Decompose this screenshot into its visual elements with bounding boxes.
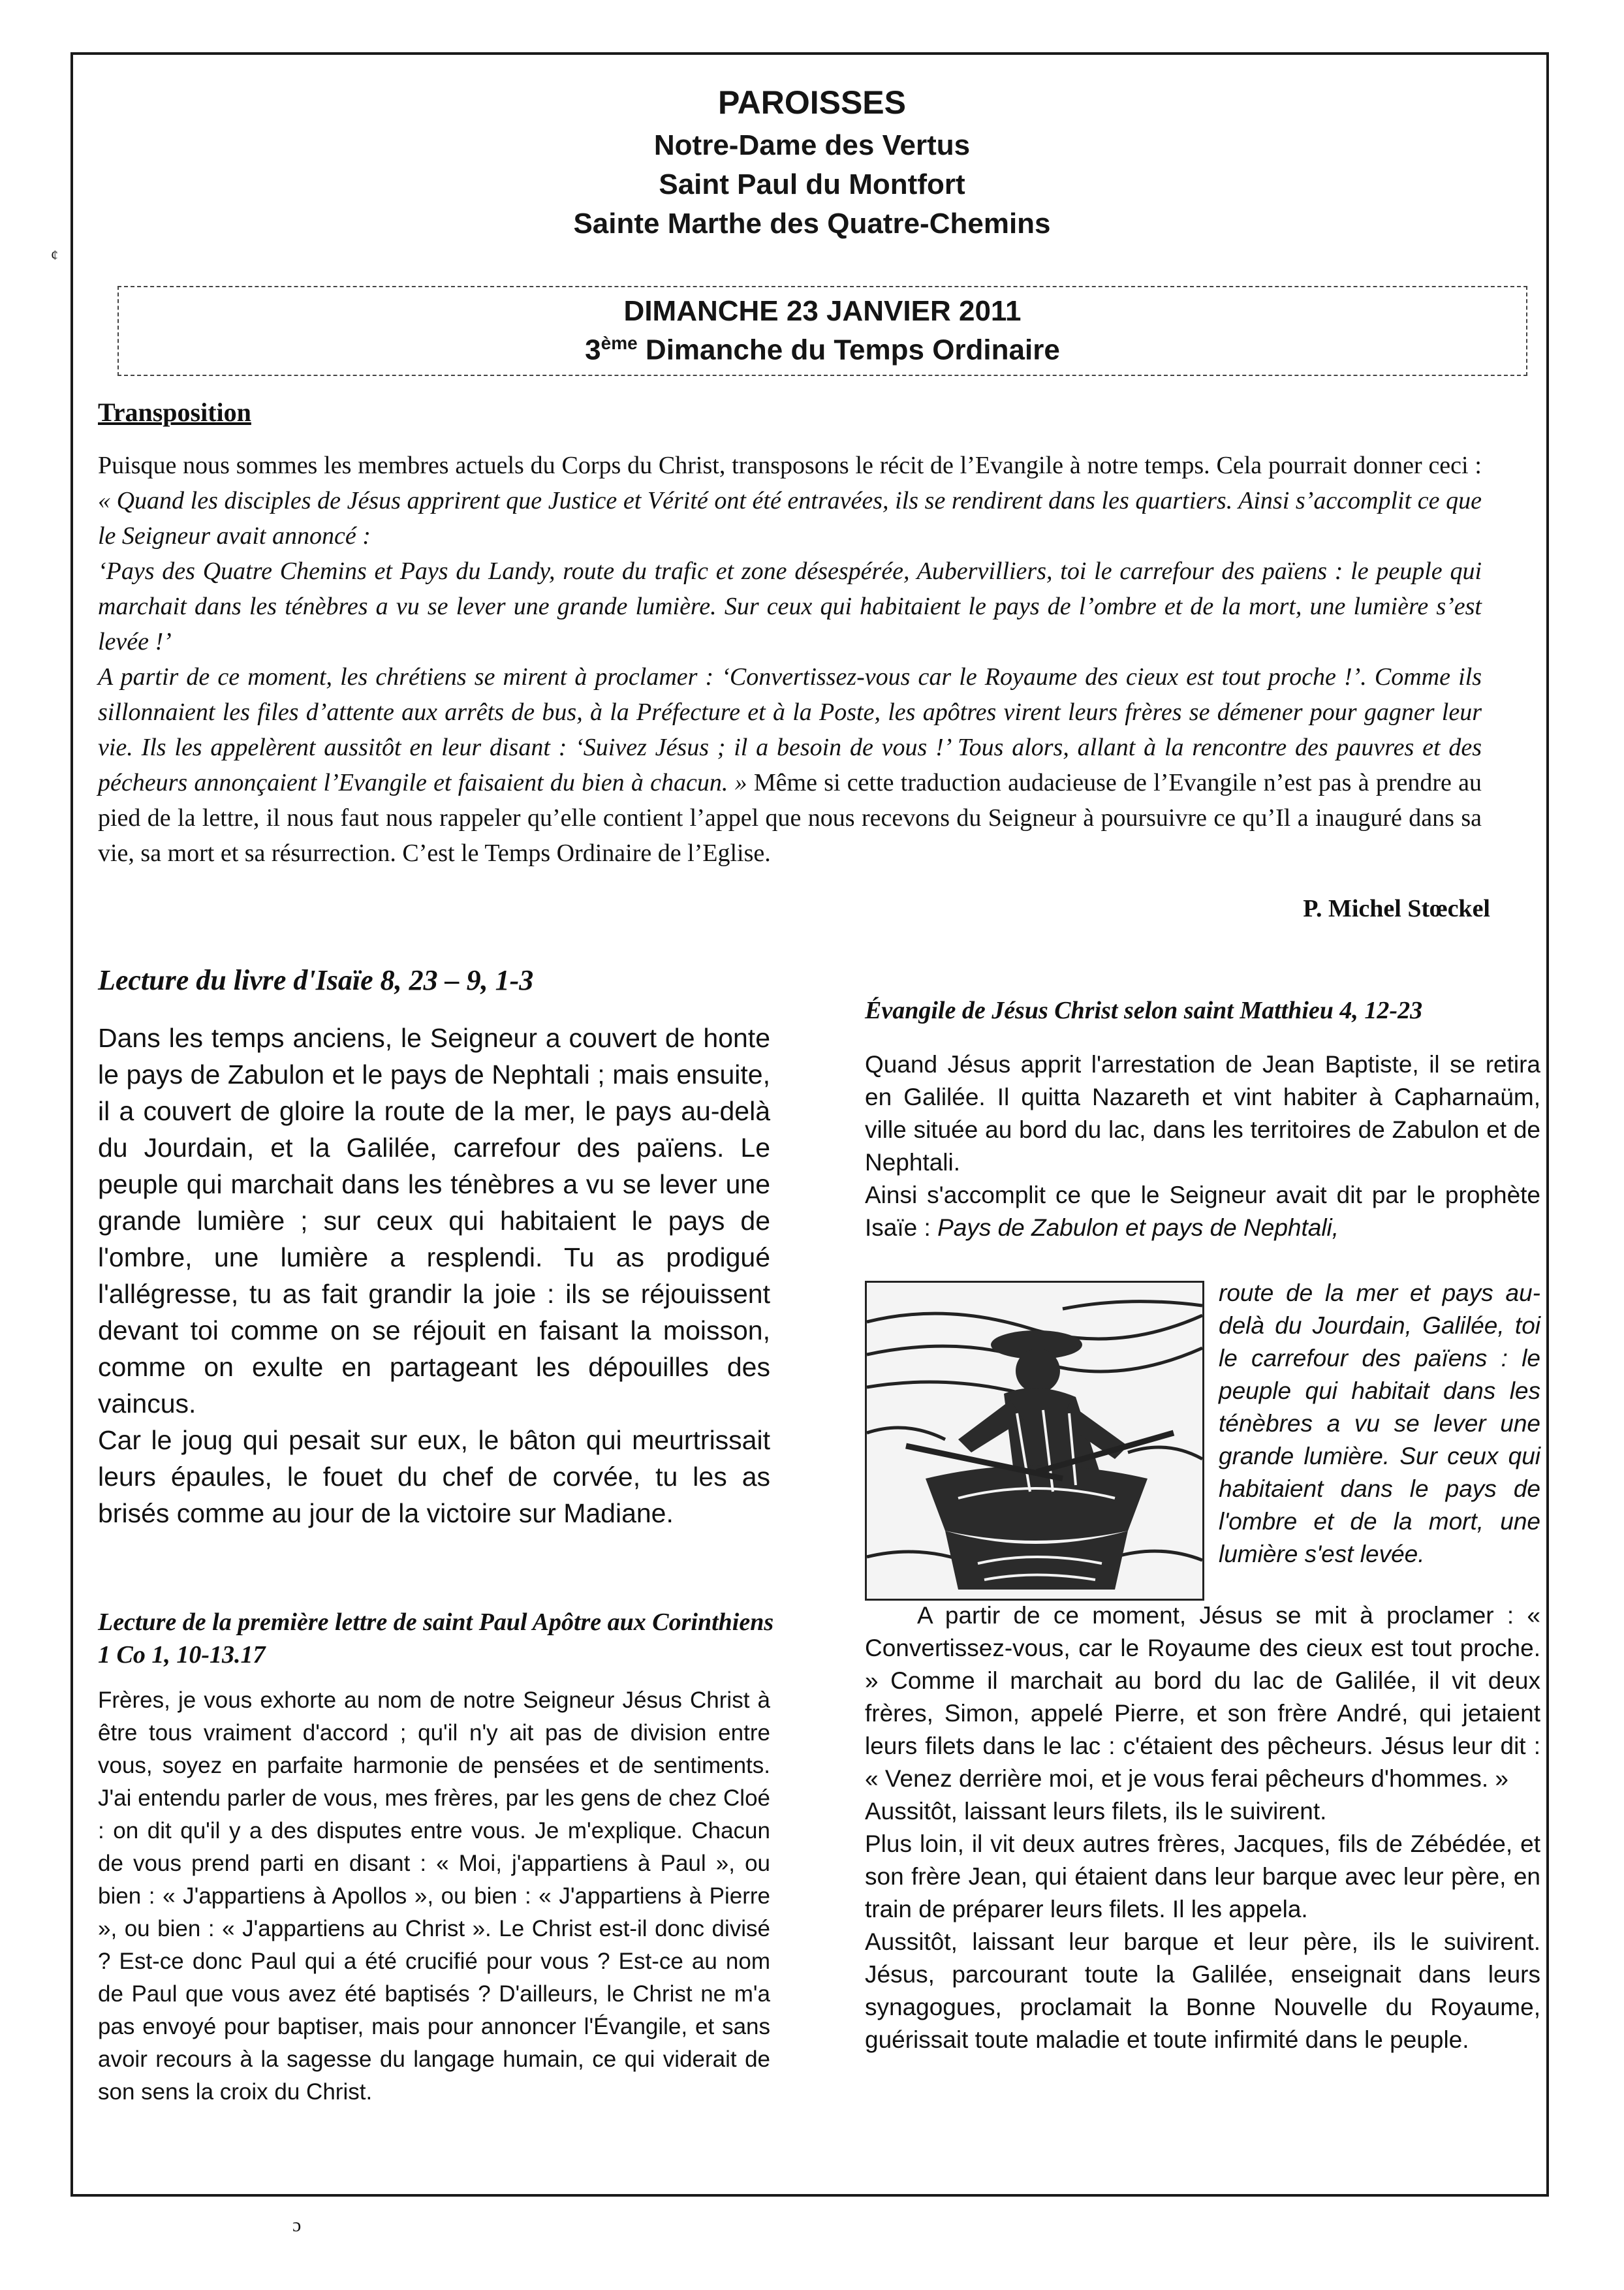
gospel-paragraph-4: Aussitôt, laissant leurs filets, ils le suivirent. [865,1798,1327,1825]
gospel-quote-continued: route de la mer et pays au-delà du Jourdain, Galilée, toi le carrefour des païens : le peuple qui habitait dans les ténèbres a vu se lever une grande lumière. Sur ceux qui habitaient dans le pays de l'ombre et de la mort, une lumière s'est levée. [1219,1279,1540,1567]
corinthians-reading-title: Lecture de la première lettre de saint Paul Apôtre aux Corinthiens 1 Co 1, 10-13.17 [98,1608,774,1669]
transposition-text-1: Puisque nous sommes les membres actuels du Corps du Christ, transposons le récit de l’Evangile à notre temps. Cela pourrait donner ceci : [98,452,1482,479]
gospel-text-start [865,1048,1540,1244]
gospel-text-end [865,1599,1540,2056]
sunday-number: 3 [585,334,601,366]
parish-name-1: Notre-Dame des Vertus [653,129,971,161]
parish-name-2: Saint Paul du Montfort [659,168,965,200]
gospel-paragraph-5: Plus loin, il vit deux autres frères, Jacques, fils de Zébédée, et son frère Jean, qui étaient dans leur barque avec leur père, en train de préparer leurs filets. Il les appela. [865,1830,1540,1922]
transposition-text-4: A partir de ce moment, les chrétiens se mirent à proclamer : ‘Convertissez-vous car le Royaume des cieux est tout proche !’. Comme ils sillonnaient les files d’attente aux arrêts de bus, à la Préfecture et à la Poste, les apôtres virent leurs frères se démener pour gagner leur vie. Ils les appelèrent aussitôt en leur disant : ‘Suivez Jésus ; il a besoin de vous !’ Tous alors, allant à la rencontre des pauvres et des pécheurs annonçaient l’Evangile et faisaient du bien à chacun. » [98,663,1482,796]
gospel-paragraph-1: Quand Jésus apprit l'arrestation de Jean Baptiste, il se retira en Galilée. Il quitta Nazareth et vint habiter à Capharnaüm, ville située au bord du lac, dans les territoires de Zabulon et de Nephtali. [865,1051,1540,1176]
isaiah-paragraph-1: Dans les temps anciens, le Seigneur a couvert de honte le pays de Zabulon et le pays de Nephtali ; mais ensuite, il a couvert de gloire la route de la mer, le pays au-delà du Jourdain, et la Galilée, carrefour des païens. Le peuple qui marchait dans les ténèbres a vu se lever une grande lumière ; sur ceux qui habitaient le pays de l'ombre, une lumière a resplendi. Tu as prodigué l'allégresse, tu as fait grandir la joie : ils se réjouissent devant toi comme on se réjouit en faisant la moisson, comme on exulte en partageant les dépouilles des vaincus. [98,1023,770,1419]
gospel-title: Évangile de Jésus Christ selon saint Matthieu 4, 12-23 [865,997,1423,1024]
liturgical-sunday [119,333,1526,367]
gospel-paragraph-2 [865,1179,1540,1244]
parishes-heading: PAROISSES [717,84,907,121]
sunday-label: Dimanche du Temps Ordinaire [637,334,1060,366]
transposition-text-5: Même si cette traduction audacieuse de l’Evangile n’est pas à prendre au pied de la lettre, il nous faut nous rappeler qu’elle contient l’appel que nous recevons du Seigneur à poursuivre ce qu’Il a inauguré dans sa vie, sa mort et sa résurrection. C’est le Temps Ordinaire de l’Eglise. [98,769,1482,867]
transposition-title: Transposition [98,398,251,427]
isaiah-reading-title: Lecture du livre d'Isaïe 8, 23 – 9, 1-3 [98,964,534,996]
gospel-paragraph-2-quote: Pays de Zabulon et pays de Nephtali, [937,1214,1339,1241]
parish-name-3: Sainte Marthe des Quatre-Chemins [573,208,1051,240]
gospel-paragraph-6: Aussitôt, laissant leur barque et leur père, ils le suivirent. Jésus, parcourant toute la Galilée, enseignait dans leurs synagogues, proclamait la Bonne Nouvelle du Royaume, guérissait toute maladie et toute infirmité dans le peuple. [865,1928,1540,2053]
date-line: DIMANCHE 23 JANVIER 2011 [623,295,1022,327]
woodcut-illustration [867,1283,1202,1599]
transposition-text-2: « Quand les disciples de Jésus apprirent que Justice et Vérité ont été entravées, ils se rendirent dans les quartiers. Ainsi s’accomplit ce que le Seigneur avait annoncé : [98,487,1482,550]
gospel-paragraph-3: A partir de ce moment, Jésus se mit à proclamer : « Convertissez-vous, car le Royaume des cieux est tout proche. » Comme il marchait au bord du lac de Galilée, il vit deux frères, Simon, appelé Pierre, et son frère André, qui jetaient leurs filets dans le lac : c'étaient des pêcheurs. Jésus leur dit : « Venez derrière moi, et je vous ferai pêcheurs d'hommes. » [865,1602,1540,1792]
transposition-text-3: ‘Pays des Quatre Chemins et Pays du Landy, route du trafic et zone désespérée, Aubervilliers, toi le carrefour des païens : le peuple qui marchait dans les ténèbres a vu se lever une grande lumière. Sur ceux qui habitaient le pays de l’ombre et de la mort, une lumière s’est levée !’ [98,557,1482,655]
fisherman-boat-woodcut-icon [865,1281,1204,1601]
isaiah-reading-text [98,1020,770,1531]
signature: P. Michel Stœckel [1303,895,1490,922]
transposition-text [98,448,1482,871]
isaiah-paragraph-2: Car le joug qui pesait sur eux, le bâton qui meurtrissait leurs épaules, le fouet du chef de corvée, tu les as brisés comme au jour de la victoire sur Madiane. [98,1425,770,1528]
sunday-ordinal: ème [601,333,638,353]
margin-mark: ¢ [51,247,58,263]
date-box [117,286,1527,376]
gospel-paragraph-2-intro: Ainsi s'accomplit ce que le Seigneur avait dit par le prophète Isaïe : [865,1182,1540,1241]
bottom-mark: ɔ [292,2214,302,2236]
corinthians-reading-text: Frères, je vous exhorte au nom de notre Seigneur Jésus Christ à être tous vraiment d'accord ; qu'il n'y ait pas de division entre vous, soyez en parfaite harmonie de pensées et de sentiments. J'ai entendu parler de vous, mes frères, par les gens de chez Cloé : on dit qu'il y a des disputes entre vous. Je m'explique. Chacun de vous prend parti en disant : « Moi, j'appartiens à Paul », ou bien : « J'appartiens à Apollos », ou bien : « J'appartiens à Pierre », ou bien : « J'appartiens au Christ ». Le Christ est-il donc divisé ? Est-ce donc Paul qui a été crucifié pour vous ? Est-ce au nom de Paul que vous avez été baptisés ? D'ailleurs, le Christ ne m'a pas envoyé pour baptiser, mais pour annoncer l'Évangile, et sans avoir recours à la sagesse du langage humain, ce qui viderait de son sens la croix du Christ. [98,1687,770,2105]
